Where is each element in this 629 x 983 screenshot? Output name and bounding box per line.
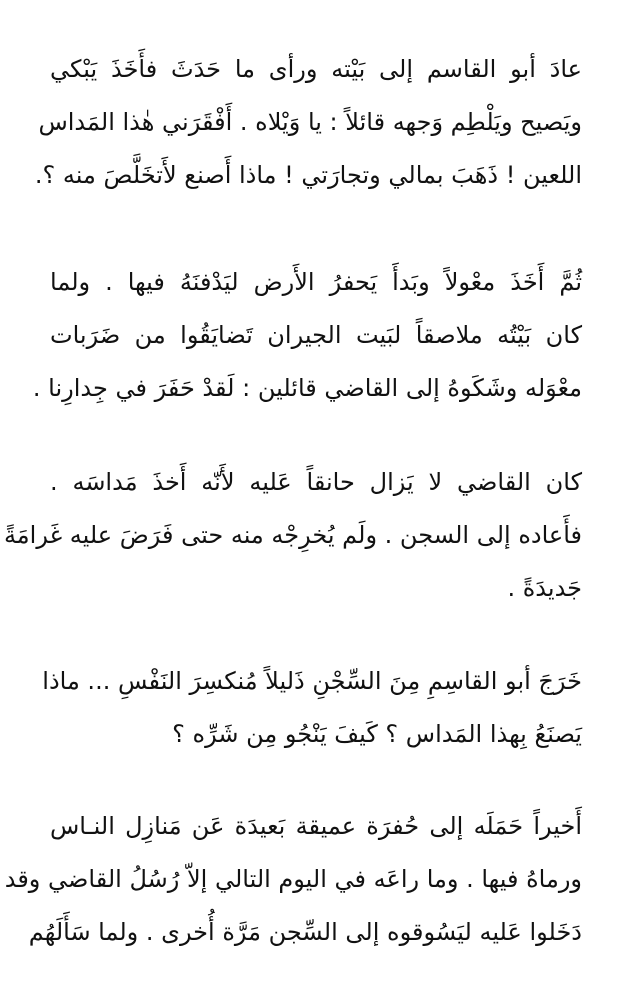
text-line: دَخَلوا عَليه ليَسُوقوه إلى السِّجن مَرَّة أُخرى . ولما سَأَلَهُم — [28, 918, 582, 946]
text-line: ورماهُ فيها . وما راعَه في اليوم التالي إلاّ رُسُلُ القاضي وقد — [4, 865, 582, 893]
text-line: اللعين ! ذَهَبَ بمالي وتجارَتي ! ماذا أَصنع لأَتخَلَّصَ منه ؟. — [34, 161, 582, 189]
paragraph-1 — [34, 43, 582, 202]
paragraph-2 — [32, 256, 582, 415]
text-line: كان بَيْتُه ملاصقاً لبَيت الجيران تَضايَقُوا من ضَرَبات — [50, 321, 582, 349]
text-line: ثُمَّ أَخَذَ معْولاً وبَدأَ يَحفرُ الأَرض ليَدْفنَهُ فيها . ولما — [50, 268, 582, 296]
text-line: كان القاضي لا يَزال حانقاً عَليه لأَنّه أَخذَ مَداسَه . — [50, 468, 582, 496]
paragraph-5 — [4, 800, 582, 959]
text-line: جَديدَةً . — [507, 574, 582, 602]
text-line: أَخيراً حَمَلَه إلى حُفرَة عميقة بَعيدَة عَن مَنازِل النـاس — [50, 812, 582, 840]
paragraph-3 — [3, 456, 582, 615]
text-line: يَصنَعُ بِهذا المَداس ؟ كَيفَ يَنْجُو مِن شَرِّه ؟ — [172, 720, 582, 748]
text-line: ويَصيح ويَلْطِم وَجهه قائلاً : يا وَيْلاه . أَفْقَرَني هٰذا المَداس — [38, 108, 582, 136]
text-line: فأَعاده إلى السجن . ولَم يُخرِجْه منه حتى فَرَضَ عليه غَرامَةً — [3, 521, 582, 549]
text-line: خَرَجَ أبو القاسِمِ مِنَ السِّجْنِ ذَليلاً مُنكسِرَ النَفْسِ ... ماذا — [42, 667, 582, 695]
paragraph-4 — [42, 655, 582, 761]
text-line: عادَ أبو القاسم إلى بَيْته ورأى ما حَدَثَ فأَخَذَ يَبْكي — [50, 55, 582, 83]
text-line: معْوَله وشَكَوهُ إلى القاضي قائلين : لَقدْ حَفَرَ في جِدارِنا . — [32, 374, 582, 402]
